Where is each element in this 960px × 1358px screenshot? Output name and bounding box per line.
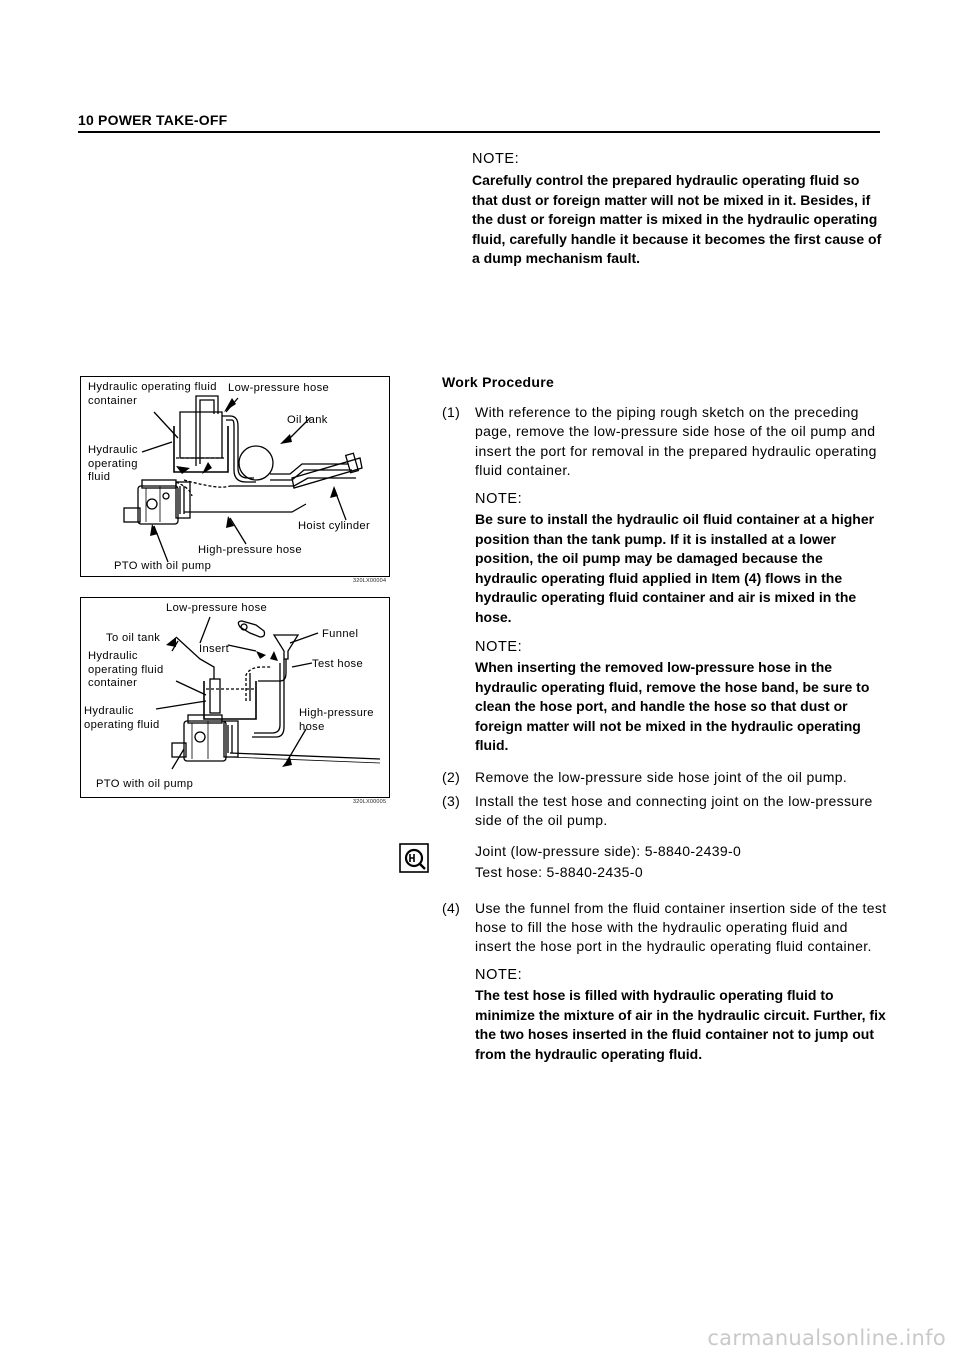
note-container-position <box>475 491 887 627</box>
label-pto-oil-pump: PTO with oil pump <box>96 778 194 790</box>
figure-test-hose-setup <box>80 597 390 809</box>
figure-code: 320LX00004 <box>353 578 387 584</box>
special-tool-spec <box>475 841 887 883</box>
step-text: Use the funnel from the fluid container insertion side of the test hose to fill the hose with the hydraulic operating fluid and insert the hose port in the hydraulic operating fluid container. <box>475 899 887 955</box>
note-title: NOTE: <box>475 491 523 508</box>
figure-code: 320LX00005 <box>353 799 387 805</box>
note-body: Be sure to install the hydraulic oil fluid container at a higher position than the tank pump. If it is installed at a lower position, the oil pump may be damaged because the hydraulic operating fluid applied in Item (4) flows in the hydraulic operating fluid container and air is mixed in the hose. <box>475 511 875 625</box>
step-text: With reference to the piping rough sketch on the preceding page, remove the low-pressure side hose of the oil pump and insert the port for removal in the prepared hydraulic operating fluid container. <box>475 404 877 478</box>
page-header: 10 POWER TAKE-OFF <box>78 112 228 128</box>
work-procedure <box>442 374 887 1076</box>
step-number: (2) <box>442 768 461 785</box>
spec-test-hose: Test hose: 5-8840-2435-0 <box>475 863 643 880</box>
label-high-pressure-hose: High-pressure hose <box>299 707 374 733</box>
step-1 <box>442 403 887 480</box>
label-low-pressure-hose: Low-pressure hose <box>228 382 330 394</box>
note-inserting-hose <box>475 639 887 756</box>
label-hoist-cylinder: Hoist cylinder <box>298 520 371 532</box>
top-note <box>472 151 884 269</box>
label-oil-tank: Oil tank <box>287 414 328 426</box>
figure-piping-sketch <box>80 376 390 588</box>
step-4 <box>442 899 887 957</box>
label-insert: Insert <box>199 643 230 655</box>
step-number: (3) <box>442 792 461 809</box>
step-number: (1) <box>442 404 461 420</box>
watermark: carmanualsonline.info <box>707 1326 946 1350</box>
step-number: (4) <box>442 899 461 916</box>
note-title: NOTE: <box>475 967 523 984</box>
top-note-title: NOTE: <box>472 151 520 167</box>
label-fluid-container: Hydraulic operating fluid container <box>88 650 164 689</box>
header-rule <box>78 131 880 133</box>
label-high-pressure-hose: High-pressure hose <box>198 544 302 556</box>
label-funnel: Funnel <box>322 628 359 640</box>
label-fluid-container: Hydraulic operating fluid container <box>88 381 217 407</box>
special-tool-icon <box>399 843 429 873</box>
step-3 <box>442 792 887 831</box>
spec-joint: Joint (low-pressure side): 5-8840-2439-0 <box>475 842 742 859</box>
label-to-oil-tank: To oil tank <box>106 632 161 644</box>
work-procedure-title: Work Procedure <box>442 374 555 390</box>
label-low-pressure-hose: Low-pressure hose <box>166 602 268 614</box>
label-test-hose: Test hose <box>312 658 364 670</box>
step-text: Remove the low-pressure side hose joint of the oil pump. <box>475 768 848 785</box>
note-title: NOTE: <box>475 639 523 656</box>
note-body: When inserting the removed low-pressure hose in the hydraulic operating fluid, remove the hose band, be sure to clean the hose port, and handle the hose so that dust or foreign matter will not be mixed in the hydraulic operating fluid. <box>475 659 870 754</box>
step-text: Install the test hose and connecting joint on the low-pressure side of the oil pump. <box>475 792 873 829</box>
label-hydraulic-fluid: Hydraulic operating fluid <box>84 705 160 731</box>
label-hydraulic-fluid: Hydraulic operating fluid <box>88 444 138 483</box>
note-body: The test hose is filled with hydraulic operating fluid to minimize the mixture of air in the hydraulic circuit. Further, fix the two hoses inserted in the fluid container not to jump out from the hydraulic operating fluid. <box>475 987 886 1062</box>
note-test-hose-filled <box>475 967 887 1064</box>
label-pto-oil-pump: PTO with oil pump <box>114 560 212 572</box>
step-2 <box>442 768 887 787</box>
top-note-body: Carefully control the prepared hydraulic operating fluid so that dust or foreign matter will not be mixed in it. Besides, if the dust or foreign matter is mixed in the hydraulic operating fluid, carefully handle it because it becomes the first cause of a dump mechanism fault. <box>472 172 882 266</box>
